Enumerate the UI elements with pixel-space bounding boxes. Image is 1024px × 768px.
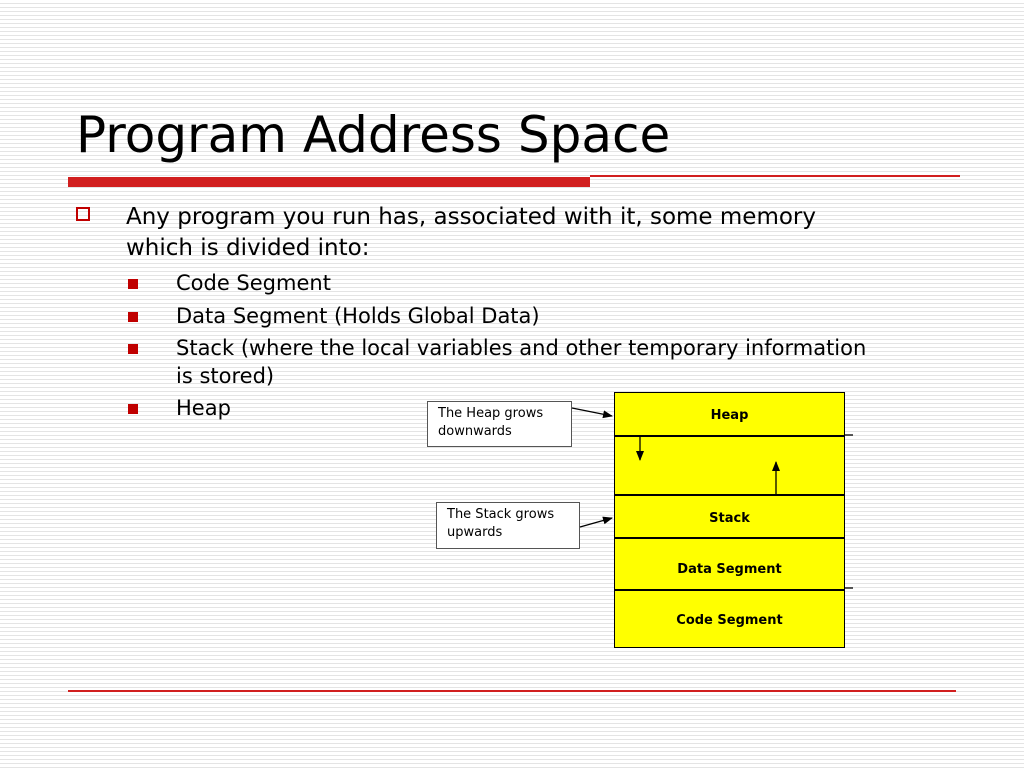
sub-bullet-line: Heap [176, 396, 231, 420]
stack-segment-label: Stack [709, 511, 750, 526]
data-segment-label: Data Segment [677, 562, 782, 577]
stack-callout-arrow [580, 518, 612, 527]
stack-callout-line-2: upwards [447, 525, 503, 540]
heap-callout-arrow [572, 408, 612, 416]
main-bullet-line-2: which is divided into: [126, 235, 370, 261]
stack-callout-line-1: The Stack grows [447, 507, 555, 522]
main-bullet-line-1: Any program you run has, associated with it, some memory [126, 204, 816, 230]
footer-divider [68, 690, 956, 692]
heap-callout-line-1: The Heap grows [438, 406, 544, 421]
sub-bullet-line: Stack (where the local variables and other temporary information [176, 336, 867, 360]
heap-segment-label: Heap [710, 408, 749, 423]
sub-bullet-line: Data Segment (Holds Global Data) [176, 304, 540, 328]
heap-callout-line-2: downwards [438, 424, 512, 439]
sub-bullet-line: Code Segment [176, 271, 331, 295]
code-segment-label: Code Segment [676, 613, 783, 628]
sub-bullet-line: is stored) [176, 364, 275, 388]
slide-title: Program Address Space [76, 106, 671, 164]
